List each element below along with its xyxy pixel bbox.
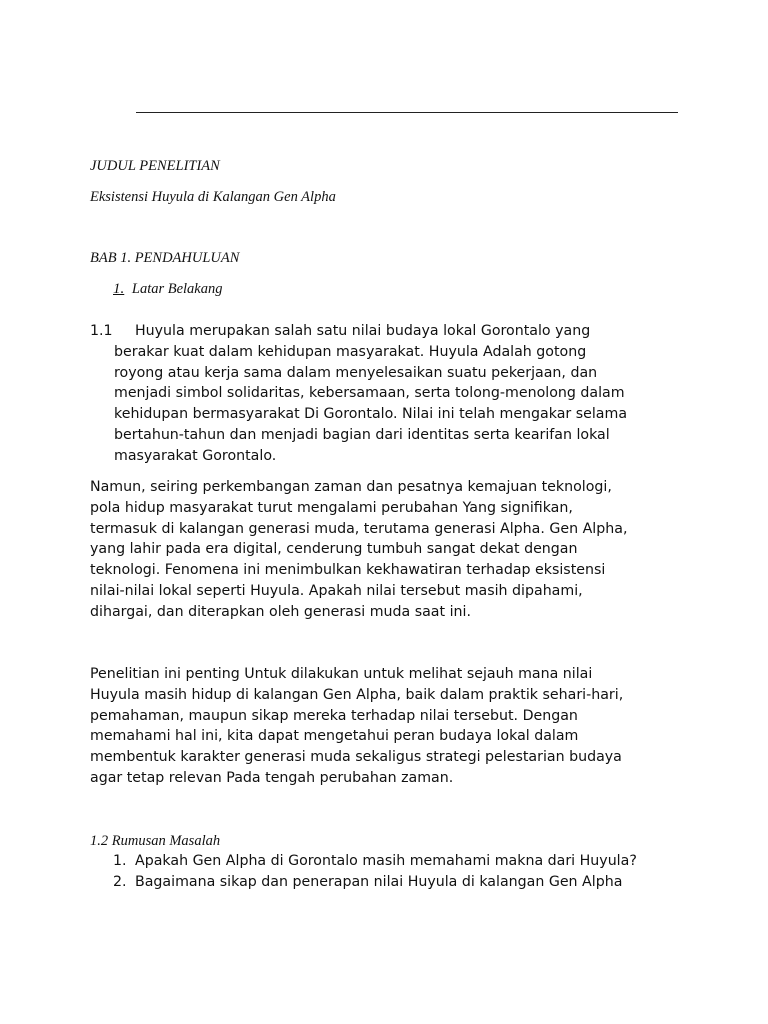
rumusan-item-number: 2. — [113, 873, 127, 890]
rumusan-item — [113, 872, 637, 893]
section-1-1-line: bertahun-tahun dan menjadi bagian dari identitas serta kearifan lokal — [114, 426, 610, 443]
rumusan-title: 1.2 Rumusan Masalah — [90, 833, 221, 849]
paragraph-line: pola hidup masyarakat turut mengalami perubahan Yang signifikan, — [90, 499, 573, 516]
rumusan-list — [113, 851, 637, 893]
paragraph-line: Penelitian ini penting Untuk dilakukan untuk melihat sejauh mana nilai — [90, 666, 593, 682]
header-rule — [136, 112, 678, 113]
section-1-1-line: royong atau kerja sama dalam menyelesaikan suatu pekerjaan, dan — [114, 364, 598, 381]
section-1-1-line: masyarakat Gorontalo. — [114, 447, 277, 464]
paragraph-line: dihargai, dan diterapkan oleh generasi muda saat ini. — [90, 603, 471, 620]
paragraph-line: Huyula masih hidup di kalangan Gen Alpha, baik dalam praktik sehari-hari, — [90, 686, 624, 703]
rumusan-item-text: Apakah Gen Alpha di Gorontalo masih memahami makna dari Huyula? — [135, 853, 637, 869]
paragraph-namun — [90, 477, 627, 623]
latar-number: 1. — [113, 281, 125, 297]
judul-label: JUDUL PENELITIAN — [90, 158, 220, 174]
bab-title: BAB 1. PENDAHULUAN — [90, 250, 240, 266]
paragraph-line: pemahaman, maupun sikap mereka terhadap nilai tersebut. Dengan — [90, 707, 578, 724]
rumusan-item-text: Bagaimana sikap dan penerapan nilai Huyula di kalangan Gen Alpha — [135, 873, 623, 890]
paragraph-line: memahami hal ini, kita dapat mengetahui peran budaya lokal dalam — [90, 728, 579, 745]
paragraph-line: membentuk karakter generasi muda sekaligus strategi pelestarian budaya — [90, 749, 622, 766]
section-1-1-continuation — [90, 342, 627, 467]
paragraph-line: nilai-nilai lokal seperti Huyula. Apakah nilai tersebut masih dipahami, — [90, 582, 583, 599]
paragraph-penelitian — [90, 664, 623, 789]
section-1-1-line: kehidupan bermasyarakat Di Gorontalo. Nilai ini telah mengakar selama — [114, 406, 628, 423]
section-1-1-line: berakar kuat dalam kehidupan masyarakat. Huyula Adalah gotong — [114, 343, 587, 360]
section-1-1-number: 1.1 — [90, 323, 113, 339]
section-1-1-first-line — [90, 321, 627, 342]
judul-text: Eksistensi Huyula di Kalangan Gen Alpha — [90, 189, 336, 205]
paragraph-line: agar tetap relevan Pada tengah perubahan zaman. — [90, 769, 454, 786]
section-1-1-line: Huyula merupakan salah satu nilai budaya lokal Gorontalo yang — [135, 323, 591, 339]
rumusan-item — [113, 851, 637, 872]
paragraph-line: termasuk di kalangan generasi muda, terutama generasi Alpha. Gen Alpha, — [90, 520, 628, 537]
section-1-1-line: menjadi simbol solidaritas, kebersamaan, serta tolong-menolong dalam — [114, 385, 625, 402]
latar-heading — [113, 281, 223, 298]
section-1-1 — [90, 321, 627, 467]
rumusan-item-number: 1. — [113, 853, 127, 869]
paragraph-line: yang lahir pada era digital, cenderung tumbuh sangat dekat dengan — [90, 541, 578, 558]
latar-label: Latar Belakang — [131, 281, 223, 297]
paragraph-line: Namun, seiring perkembangan zaman dan pesatnya kemajuan teknologi, — [90, 479, 612, 495]
paragraph-line: teknologi. Fenomena ini menimbulkan kekhawatiran terhadap eksistensi — [90, 562, 606, 579]
